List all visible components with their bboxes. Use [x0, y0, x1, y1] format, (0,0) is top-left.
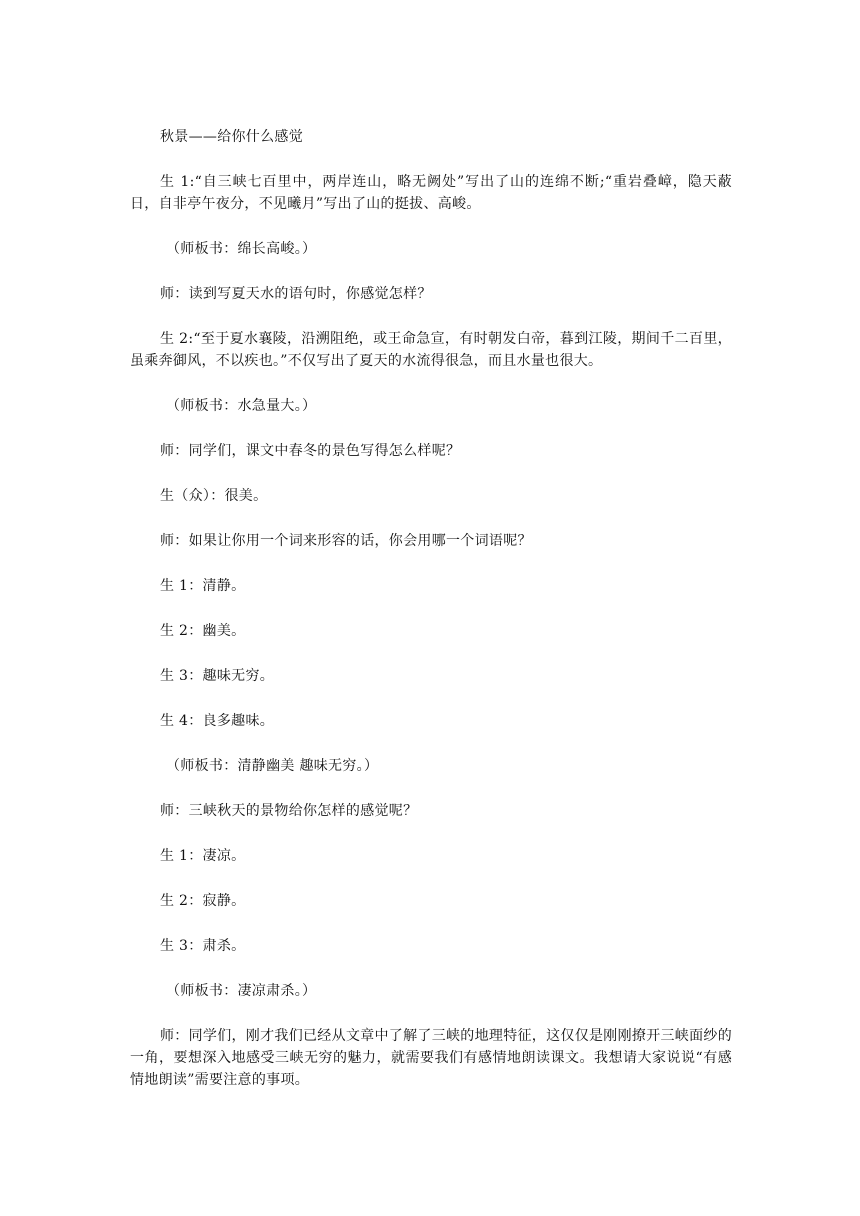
- student-answer-paragraph: 生 2:“至于夏水襄陵，沿溯阻绝，或王命急宣，有时朝发白帝，暮到江陵，期间千二百里，虽乘奔御风，不以疾也。”不仅写出了夏天的水流得很急，而且水量也很大。: [130, 331, 732, 369]
- student-answer-paragraph: 生 1:“自三峡七百里中，两岸连山，略无阙处”写出了山的连绵不断;“重岩叠嶂，隐天蔽日，自非亭午夜分，不见曦月”写出了山的挺拔、高峻。: [130, 174, 732, 212]
- blackboard-note: （师板书：水急量大。）: [166, 398, 317, 414]
- teacher-instruction-paragraph: 师：同学们，刚才我们已经从文章中了解了三峡的地理特征，这仅仅是刚刚撩开三峡面纱的一角，要想深入地感受三峡无穷的魅力，就需要我们有感情地朗读课文。我想请大家说说“有感情地朗读”需要注意的事项。: [130, 1028, 732, 1088]
- student-answer: 生（众）：很美。: [160, 488, 268, 504]
- teacher-question: 师：如果让你用一个词来形容的话，你会用哪一个词语呢？: [160, 533, 532, 549]
- blackboard-note: （师板书：凄凉肃杀。）: [166, 983, 317, 999]
- teacher-question: 师：读到写夏天水的语句时，你感觉怎样？: [160, 286, 432, 302]
- student-answer: 生 3：趣味无穷。: [160, 668, 275, 684]
- section-heading: 秋景——给你什么感觉: [160, 129, 303, 145]
- teacher-question: 师：三峡秋天的景物给你怎样的感觉呢？: [160, 803, 418, 819]
- student-answer: 生 2：寂静。: [160, 893, 246, 909]
- student-answer: 生 4：良多趣味。: [160, 713, 275, 729]
- blackboard-note: （师板书：绵长高峻。）: [166, 241, 317, 257]
- teacher-question: 师：同学们，课文中春冬的景色写得怎么样呢？: [160, 443, 461, 459]
- student-answer: 生 3：肃杀。: [160, 938, 246, 954]
- student-answer: 生 1：凄凉。: [160, 848, 246, 864]
- student-answer: 生 1：清静。: [160, 578, 246, 594]
- student-answer: 生 2：幽美。: [160, 623, 246, 639]
- blackboard-note: （师板书：清静幽美 趣味无穷。）: [166, 758, 379, 774]
- document-body: [130, 126, 732, 1091]
